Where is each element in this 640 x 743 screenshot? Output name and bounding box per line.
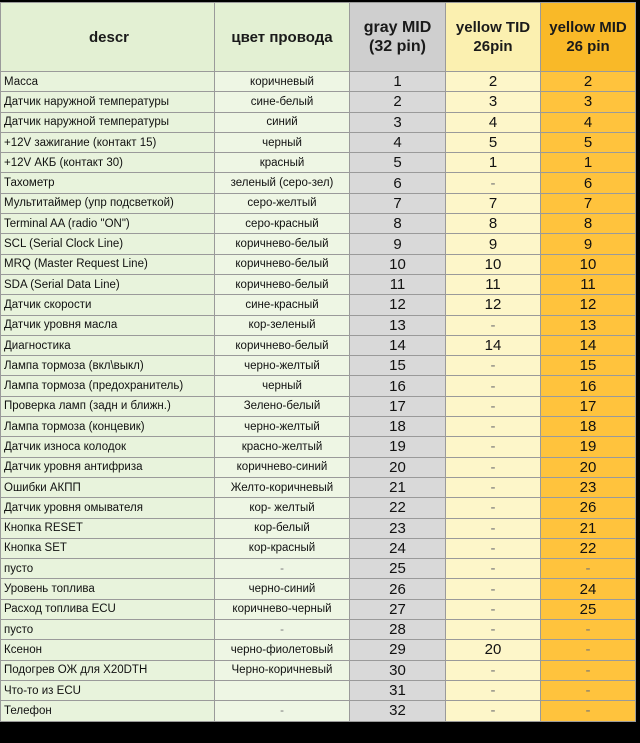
cell-descr[interactable]: Мультитаймер (упр подсветкой) bbox=[1, 193, 215, 213]
cell-yellow-tid[interactable]: - bbox=[446, 376, 541, 396]
cell-gray-mid[interactable]: 2 bbox=[350, 92, 446, 112]
cell-descr[interactable]: Ошибки АКПП bbox=[1, 477, 215, 497]
table-row bbox=[1, 518, 636, 538]
table-row bbox=[1, 315, 636, 335]
cell-wire-color[interactable]: красный bbox=[215, 153, 350, 173]
cell-descr[interactable]: Датчик износа колодок bbox=[1, 437, 215, 457]
cell-wire-color[interactable]: черно-желтый bbox=[215, 417, 350, 437]
cell-wire-color[interactable]: серо-желтый bbox=[215, 193, 350, 213]
cell-yellow-mid[interactable]: 16 bbox=[541, 376, 636, 396]
cell-yellow-tid[interactable]: - bbox=[446, 457, 541, 477]
cell-gray-mid[interactable]: 28 bbox=[350, 620, 446, 640]
cell-yellow-mid[interactable]: 17 bbox=[541, 396, 636, 416]
cell-descr[interactable]: SDA (Serial Data Line) bbox=[1, 274, 215, 294]
table-row bbox=[1, 701, 636, 721]
cell-wire-color[interactable]: черно-фиолетовый bbox=[215, 640, 350, 660]
cell-yellow-mid[interactable]: - bbox=[541, 640, 636, 660]
cell-descr[interactable]: Уровень топлива bbox=[1, 579, 215, 599]
cell-yellow-mid[interactable]: 3 bbox=[541, 92, 636, 112]
cell-gray-mid[interactable]: 4 bbox=[350, 132, 446, 152]
cell-yellow-mid[interactable]: 11 bbox=[541, 274, 636, 294]
cell-yellow-mid[interactable]: 4 bbox=[541, 112, 636, 132]
cell-gray-mid[interactable]: 13 bbox=[350, 315, 446, 335]
cell-wire-color[interactable]: коричнево-черный bbox=[215, 599, 350, 619]
cell-yellow-tid[interactable]: 11 bbox=[446, 274, 541, 294]
cell-wire-color[interactable]: зеленый (серо-зел) bbox=[215, 173, 350, 193]
cell-yellow-tid[interactable]: - bbox=[446, 173, 541, 193]
cell-wire-color[interactable]: коричнево-белый bbox=[215, 274, 350, 294]
cell-yellow-tid[interactable]: 9 bbox=[446, 234, 541, 254]
cell-yellow-mid[interactable]: - bbox=[541, 701, 636, 721]
cell-descr[interactable]: Датчик наружной температуры bbox=[1, 112, 215, 132]
table-row bbox=[1, 437, 636, 457]
cell-yellow-mid[interactable]: 12 bbox=[541, 295, 636, 315]
cell-wire-color[interactable]: сине-белый bbox=[215, 92, 350, 112]
table-row bbox=[1, 234, 636, 254]
table-row bbox=[1, 193, 636, 213]
table-row bbox=[1, 92, 636, 112]
cell-wire-color[interactable]: Желто-коричневый bbox=[215, 477, 350, 497]
cell-wire-color[interactable]: коричнево-белый bbox=[215, 234, 350, 254]
cell-descr[interactable]: Тахометр bbox=[1, 173, 215, 193]
cell-gray-mid[interactable]: 8 bbox=[350, 214, 446, 234]
table-row bbox=[1, 579, 636, 599]
cell-gray-mid[interactable]: 30 bbox=[350, 660, 446, 680]
table-row bbox=[1, 599, 636, 619]
cell-wire-color[interactable]: - bbox=[215, 701, 350, 721]
cell-yellow-mid[interactable]: 14 bbox=[541, 335, 636, 355]
header-descr[interactable]: descr bbox=[1, 3, 215, 72]
cell-descr[interactable]: Датчик наружной температуры bbox=[1, 92, 215, 112]
cell-yellow-tid[interactable]: - bbox=[446, 477, 541, 497]
cell-yellow-mid[interactable]: 20 bbox=[541, 457, 636, 477]
cell-wire-color[interactable]: сине-красный bbox=[215, 295, 350, 315]
cell-yellow-tid[interactable]: - bbox=[446, 620, 541, 640]
cell-wire-color[interactable]: коричнево-синий bbox=[215, 457, 350, 477]
cell-yellow-tid[interactable]: 5 bbox=[446, 132, 541, 152]
cell-yellow-tid[interactable]: - bbox=[446, 660, 541, 680]
table-row bbox=[1, 559, 636, 579]
table-row bbox=[1, 153, 636, 173]
cell-yellow-mid[interactable]: 10 bbox=[541, 254, 636, 274]
cell-yellow-tid[interactable]: 12 bbox=[446, 295, 541, 315]
cell-gray-mid[interactable]: 31 bbox=[350, 680, 446, 700]
table-row bbox=[1, 254, 636, 274]
cell-wire-color[interactable]: кор-белый bbox=[215, 518, 350, 538]
cell-gray-mid[interactable]: 26 bbox=[350, 579, 446, 599]
cell-gray-mid[interactable]: 19 bbox=[350, 437, 446, 457]
cell-gray-mid[interactable]: 1 bbox=[350, 72, 446, 92]
cell-descr[interactable]: Лампа тормоза (концевик) bbox=[1, 417, 215, 437]
cell-wire-color[interactable]: кор- желтый bbox=[215, 498, 350, 518]
cell-yellow-tid[interactable]: 20 bbox=[446, 640, 541, 660]
cell-descr[interactable]: Диагностика bbox=[1, 335, 215, 355]
table-row bbox=[1, 132, 636, 152]
cell-yellow-mid[interactable]: 8 bbox=[541, 214, 636, 234]
cell-yellow-tid[interactable]: - bbox=[446, 599, 541, 619]
header-wire-color[interactable]: цвет провода bbox=[215, 3, 350, 72]
table-row bbox=[1, 335, 636, 355]
cell-gray-mid[interactable]: 6 bbox=[350, 173, 446, 193]
cell-yellow-tid[interactable]: 8 bbox=[446, 214, 541, 234]
cell-yellow-tid[interactable]: - bbox=[446, 579, 541, 599]
cell-descr[interactable]: Лампа тормоза (предохранитель) bbox=[1, 376, 215, 396]
cell-descr[interactable]: пусто bbox=[1, 620, 215, 640]
cell-descr[interactable]: Лампа тормоза (вкл\выкл) bbox=[1, 356, 215, 376]
cell-descr[interactable]: Кнопка SET bbox=[1, 538, 215, 558]
cell-yellow-tid[interactable]: - bbox=[446, 417, 541, 437]
table-row bbox=[1, 356, 636, 376]
cell-yellow-mid[interactable]: 9 bbox=[541, 234, 636, 254]
table-body bbox=[1, 72, 636, 722]
table-row bbox=[1, 274, 636, 294]
cell-yellow-mid[interactable]: 1 bbox=[541, 153, 636, 173]
cell-gray-mid[interactable]: 18 bbox=[350, 417, 446, 437]
cell-gray-mid[interactable]: 14 bbox=[350, 335, 446, 355]
cell-wire-color[interactable]: черно-синий bbox=[215, 579, 350, 599]
cell-descr[interactable]: Terminal AA (radio "ON") bbox=[1, 214, 215, 234]
cell-gray-mid[interactable]: 24 bbox=[350, 538, 446, 558]
cell-yellow-tid[interactable]: 4 bbox=[446, 112, 541, 132]
cell-descr[interactable]: Кнопка RESET bbox=[1, 518, 215, 538]
cell-gray-mid[interactable]: 32 bbox=[350, 701, 446, 721]
cell-wire-color[interactable]: коричнево-белый bbox=[215, 254, 350, 274]
cell-yellow-mid[interactable]: 25 bbox=[541, 599, 636, 619]
cell-descr[interactable]: Что-то из ECU bbox=[1, 680, 215, 700]
cell-yellow-tid[interactable]: 14 bbox=[446, 335, 541, 355]
cell-wire-color[interactable]: коричневый bbox=[215, 72, 350, 92]
cell-gray-mid[interactable]: 17 bbox=[350, 396, 446, 416]
header-row bbox=[1, 3, 636, 72]
cell-yellow-tid[interactable]: - bbox=[446, 315, 541, 335]
table-row bbox=[1, 680, 636, 700]
cell-descr[interactable]: Масса bbox=[1, 72, 215, 92]
table-row bbox=[1, 214, 636, 234]
cell-yellow-tid[interactable]: - bbox=[446, 701, 541, 721]
cell-gray-mid[interactable]: 21 bbox=[350, 477, 446, 497]
cell-descr[interactable]: SCL (Serial Clock Line) bbox=[1, 234, 215, 254]
cell-wire-color[interactable]: кор-зеленый bbox=[215, 315, 350, 335]
table-row bbox=[1, 538, 636, 558]
cell-yellow-mid[interactable]: - bbox=[541, 559, 636, 579]
cell-yellow-mid[interactable]: 22 bbox=[541, 538, 636, 558]
cell-wire-color[interactable]: коричнево-белый bbox=[215, 335, 350, 355]
cell-wire-color[interactable]: черно-желтый bbox=[215, 356, 350, 376]
cell-yellow-mid[interactable]: 19 bbox=[541, 437, 636, 457]
cell-descr[interactable]: Подогрев ОЖ для X20DTH bbox=[1, 660, 215, 680]
cell-yellow-tid[interactable]: 2 bbox=[446, 72, 541, 92]
cell-gray-mid[interactable]: 10 bbox=[350, 254, 446, 274]
cell-wire-color[interactable]: черный bbox=[215, 132, 350, 152]
cell-yellow-tid[interactable]: 7 bbox=[446, 193, 541, 213]
header-yellow-mid[interactable]: yellow MID 26 pin bbox=[541, 3, 636, 72]
cell-wire-color[interactable]: Черно-коричневый bbox=[215, 660, 350, 680]
cell-gray-mid[interactable]: 11 bbox=[350, 274, 446, 294]
cell-yellow-mid[interactable]: 2 bbox=[541, 72, 636, 92]
table-row bbox=[1, 498, 636, 518]
header-gray-mid[interactable]: gray MID (32 pin) bbox=[350, 3, 446, 72]
cell-yellow-mid[interactable]: 18 bbox=[541, 417, 636, 437]
cell-wire-color[interactable]: Зелено-белый bbox=[215, 396, 350, 416]
cell-yellow-tid[interactable]: - bbox=[446, 498, 541, 518]
table-row bbox=[1, 457, 636, 477]
cell-gray-mid[interactable]: 23 bbox=[350, 518, 446, 538]
table-row bbox=[1, 477, 636, 497]
cell-yellow-tid[interactable]: - bbox=[446, 396, 541, 416]
cell-descr[interactable]: +12V АКБ (контакт 30) bbox=[1, 153, 215, 173]
cell-gray-mid[interactable]: 29 bbox=[350, 640, 446, 660]
cell-yellow-mid[interactable]: - bbox=[541, 660, 636, 680]
table-row bbox=[1, 660, 636, 680]
cell-gray-mid[interactable]: 5 bbox=[350, 153, 446, 173]
cell-yellow-mid[interactable]: - bbox=[541, 620, 636, 640]
cell-yellow-tid[interactable]: 1 bbox=[446, 153, 541, 173]
cell-descr[interactable]: Расход топлива ECU bbox=[1, 599, 215, 619]
cell-descr[interactable]: Телефон bbox=[1, 701, 215, 721]
cell-yellow-tid[interactable]: - bbox=[446, 680, 541, 700]
cell-descr[interactable]: Проверка ламп (задн и ближн.) bbox=[1, 396, 215, 416]
cell-yellow-mid[interactable]: 23 bbox=[541, 477, 636, 497]
table-row bbox=[1, 295, 636, 315]
cell-yellow-mid[interactable]: 26 bbox=[541, 498, 636, 518]
cell-yellow-tid[interactable]: 3 bbox=[446, 92, 541, 112]
table-row bbox=[1, 72, 636, 92]
cell-wire-color[interactable]: серо-красный bbox=[215, 214, 350, 234]
pinout-table bbox=[0, 2, 636, 722]
table-row bbox=[1, 417, 636, 437]
cell-gray-mid[interactable]: 25 bbox=[350, 559, 446, 579]
cell-descr[interactable]: MRQ (Master Request Line) bbox=[1, 254, 215, 274]
cell-wire-color[interactable]: черный bbox=[215, 376, 350, 396]
cell-yellow-tid[interactable]: - bbox=[446, 518, 541, 538]
cell-gray-mid[interactable]: 3 bbox=[350, 112, 446, 132]
cell-descr[interactable]: Датчик уровня омывателя bbox=[1, 498, 215, 518]
cell-yellow-mid[interactable]: 15 bbox=[541, 356, 636, 376]
cell-wire-color[interactable]: - bbox=[215, 620, 350, 640]
table-row bbox=[1, 112, 636, 132]
cell-gray-mid[interactable]: 27 bbox=[350, 599, 446, 619]
table-row bbox=[1, 376, 636, 396]
cell-yellow-mid[interactable]: 6 bbox=[541, 173, 636, 193]
cell-yellow-mid[interactable]: 13 bbox=[541, 315, 636, 335]
cell-yellow-mid[interactable]: 24 bbox=[541, 579, 636, 599]
cell-descr[interactable]: +12V зажигание (контакт 15) bbox=[1, 132, 215, 152]
cell-gray-mid[interactable]: 20 bbox=[350, 457, 446, 477]
table-row bbox=[1, 173, 636, 193]
cell-yellow-tid[interactable]: - bbox=[446, 538, 541, 558]
cell-yellow-tid[interactable]: - bbox=[446, 356, 541, 376]
cell-yellow-tid[interactable]: - bbox=[446, 559, 541, 579]
cell-gray-mid[interactable]: 12 bbox=[350, 295, 446, 315]
cell-yellow-mid[interactable]: 21 bbox=[541, 518, 636, 538]
cell-yellow-tid[interactable]: - bbox=[446, 437, 541, 457]
cell-descr[interactable]: Ксенон bbox=[1, 640, 215, 660]
cell-yellow-mid[interactable]: 7 bbox=[541, 193, 636, 213]
cell-yellow-tid[interactable]: 10 bbox=[446, 254, 541, 274]
cell-descr[interactable]: Датчик уровня масла bbox=[1, 315, 215, 335]
cell-descr[interactable]: Датчик скорости bbox=[1, 295, 215, 315]
cell-descr[interactable]: Датчик уровня антифриза bbox=[1, 457, 215, 477]
cell-gray-mid[interactable]: 16 bbox=[350, 376, 446, 396]
table-row bbox=[1, 620, 636, 640]
cell-wire-color[interactable]: кор-красный bbox=[215, 538, 350, 558]
cell-wire-color[interactable] bbox=[215, 680, 350, 700]
table-row bbox=[1, 640, 636, 660]
cell-gray-mid[interactable]: 9 bbox=[350, 234, 446, 254]
cell-gray-mid[interactable]: 7 bbox=[350, 193, 446, 213]
table-row bbox=[1, 396, 636, 416]
cell-gray-mid[interactable]: 22 bbox=[350, 498, 446, 518]
cell-wire-color[interactable]: синий bbox=[215, 112, 350, 132]
header-yellow-tid[interactable]: yellow TID 26pin bbox=[446, 3, 541, 72]
cell-yellow-mid[interactable]: 5 bbox=[541, 132, 636, 152]
cell-descr[interactable]: пусто bbox=[1, 559, 215, 579]
cell-yellow-mid[interactable]: - bbox=[541, 680, 636, 700]
cell-wire-color[interactable]: красно-желтый bbox=[215, 437, 350, 457]
cell-gray-mid[interactable]: 15 bbox=[350, 356, 446, 376]
cell-wire-color[interactable]: - bbox=[215, 559, 350, 579]
